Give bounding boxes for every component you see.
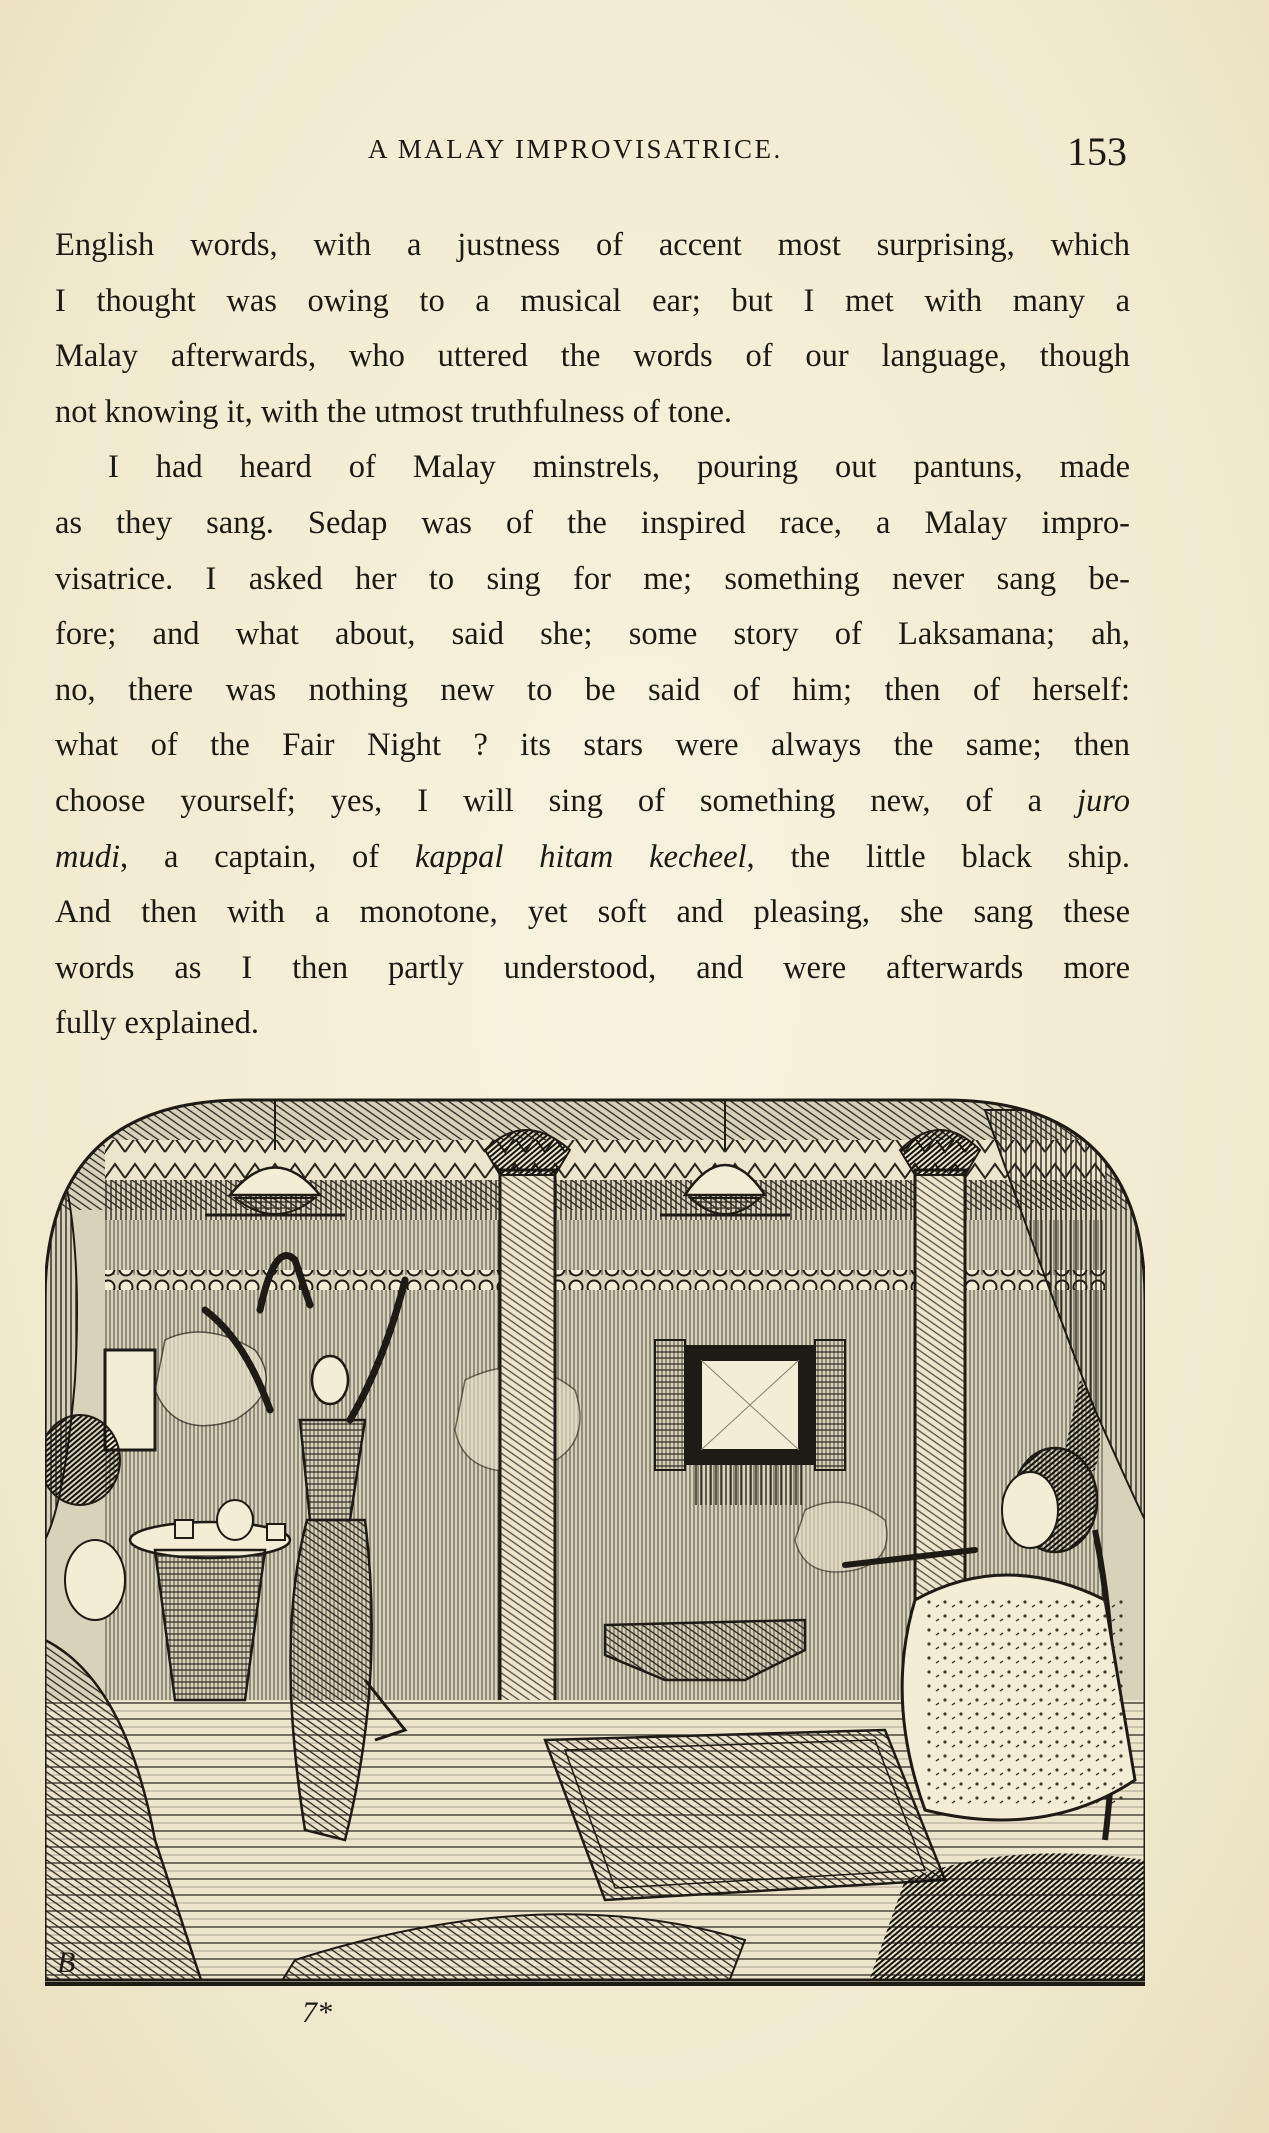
- text-run: choose yourself; yes, I will sing of something new, of a: [55, 782, 1078, 819]
- text-line: [55, 830, 1130, 886]
- italic-term: kappal hitam kecheel: [414, 838, 747, 875]
- engraving-svg: [45, 1080, 1145, 1992]
- italic-term: mudi: [55, 838, 120, 875]
- signature-mark: 7*: [302, 1996, 332, 2029]
- text-run: , a captain, of: [120, 838, 415, 875]
- running-title: A MALAY IMPROVISATRICE.: [368, 134, 783, 164]
- text-line: not knowing it, with the utmost truthfulness of tone.: [55, 393, 733, 430]
- running-head: [0, 128, 1269, 174]
- engraving-scene: [45, 1080, 1145, 1992]
- body-text: [55, 218, 1130, 1052]
- text-line: visatrice. I asked her to sing for me; something never sang be-: [55, 560, 1130, 597]
- text-run: , the little black ship.: [746, 838, 1130, 875]
- page-number: 153: [1067, 129, 1127, 174]
- text-line: And then with a monotone, yet soft and pleasing, she sang these: [55, 894, 1130, 931]
- text-line: I thought was owing to a musical ear; but I met with many a: [55, 282, 1130, 319]
- text-line: as they sang. Sedap was of the inspired race, a Malay impro-: [55, 504, 1130, 541]
- text-line: I had heard of Malay minstrels, pouring out pantuns, made: [108, 449, 1130, 486]
- paragraph-2: [55, 440, 1130, 1052]
- text-line: fore; and what about, said she; some story of Laksamana; ah,: [55, 616, 1130, 653]
- engraver-mark: B: [57, 1946, 76, 1979]
- text-line: words as I then partly understood, and were afterwards more: [55, 949, 1130, 986]
- text-line: what of the Fair Night ? its stars were always the same; then: [55, 727, 1130, 764]
- paragraph-1: [55, 218, 1130, 440]
- italic-term: juro: [1077, 782, 1130, 819]
- text-line: no, there was nothing new to be said of him; then of herself:: [55, 671, 1130, 708]
- text-line: [55, 774, 1130, 830]
- engraving-illustration: [45, 1080, 1145, 1992]
- text-line: fully explained.: [55, 1005, 259, 1042]
- text-line: Malay afterwards, who uttered the words of our language, though: [55, 338, 1130, 375]
- text-line: English words, with a justness of accent most surprising, which: [55, 227, 1130, 263]
